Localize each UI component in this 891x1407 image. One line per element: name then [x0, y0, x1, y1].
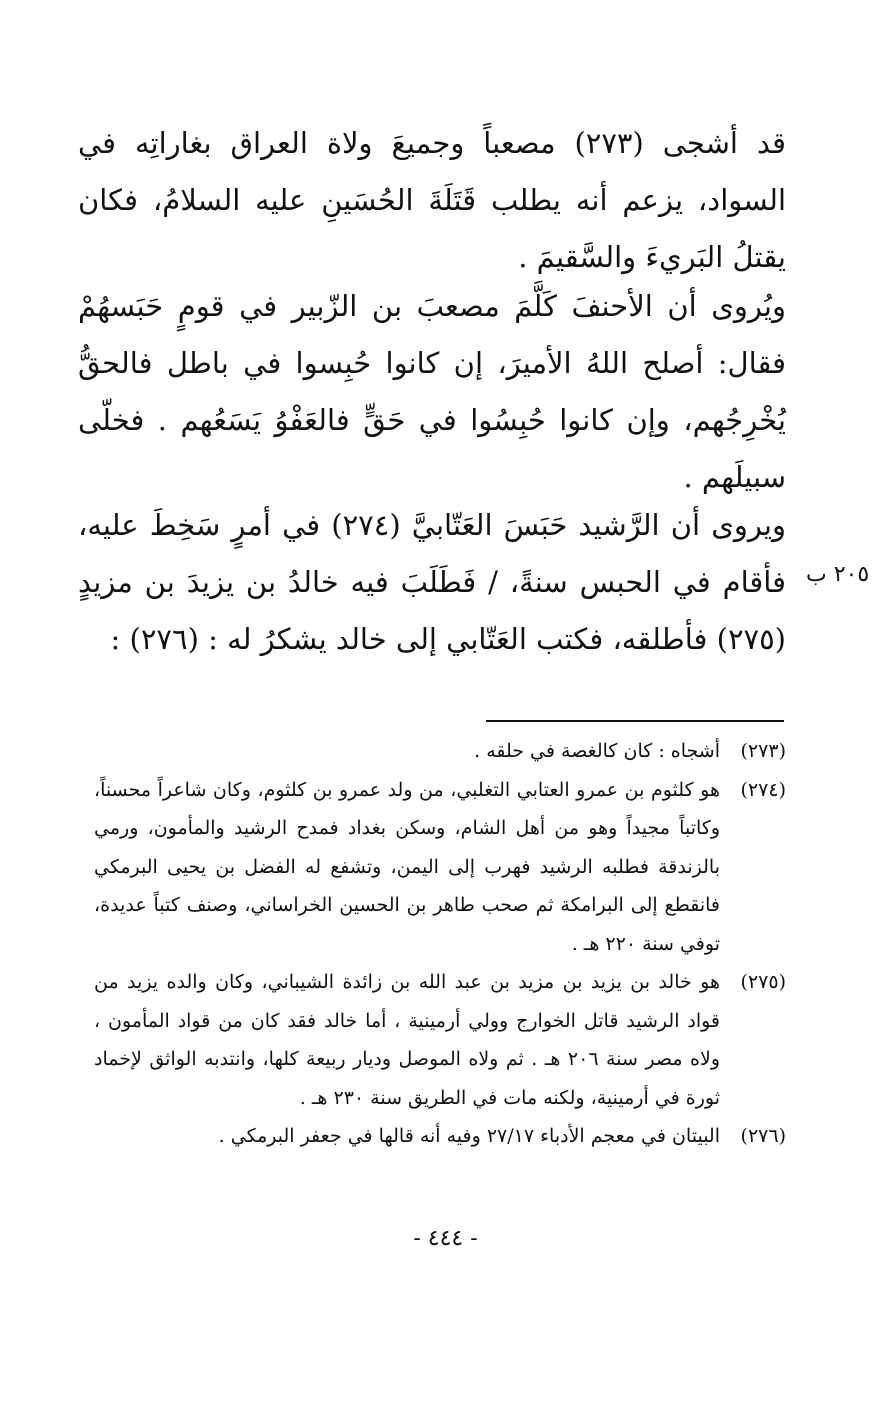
paragraph-3: ويروى أن الرَّشيد حَبَسَ العَتّابيَّ (٢٧٤) في أمرٍ سَخِطَ عليه، فأقام في الحبس سنةً، / فَطَلَبَ فيه خالدُ بن يزيدَ بن مزيدٍ (٢٧٥) فأطلقه، فكتب العَتّابي إلى خالد يشكرُ له : (٢٧٦) : [78, 508, 787, 656]
footnote-number: (٢٧٣) [740, 740, 786, 762]
footnote-text: هو خالد بن يزيد بن مزيد بن عبد الله بن زائدة الشيباني، وكان والده يزيد من قواد الرشيد قاتل الخوارج وولي أرمينية ، أما خالد فقد كان من قواد المأمون ، ولاه مصر سنة ٢٠٦ هـ . ثم ولاه الموصل وديار ربيعة كلها، وانتدبه الواثق لإخماد ثورة في أرمينية، ولكنه مات في الطريق سنة ٢٣٠ هـ . [94, 971, 720, 1109]
footnote-number: (٢٧٦) [740, 1125, 786, 1147]
footnote-number: (٢٧٤) [740, 778, 786, 801]
page-number: - ٤٤٤ - [413, 1226, 478, 1251]
paragraph-2: ويُروى أن الأحنفَ كَلَّمَ مصعبَ بن الزّبير في قومٍ حَبَسهُمْ فقال: أصلح اللهُ الأميرَ، إن كانوا حُبِسوا في باطل فالحقُّ يُخْرِجُهم، وإن كانوا حُبِسُوا في حَقٍّ فالعَفْوُ يَسَعُهم . فخلّى سبيلَهم . [78, 289, 786, 494]
footnote-separator [486, 720, 784, 722]
footnote-text: البيتان في معجم الأدباء ٢٧/١٧ وفيه أنه قالها في جعفر البرمكي . [218, 1125, 720, 1147]
manuscript-folio-note: ٢٠٥ ب [806, 562, 870, 587]
footnote-number: (٢٧٥) [740, 971, 786, 993]
footnote-273 [94, 732, 786, 771]
footnote-text: هو كلثوم بن عمرو العتابي التغلبي، من ولد عمرو بن كلثوم، وكان شاعراً محسناً، وكاتباً مجيداً وهو من أهل الشام، وسكن بغداد فمدح الرشيد والمأمون، ورمي بالزندقة فطلبه الرشيد فهرب إلى اليمن، وتشفع له الفضل بن يحيى البرمكي فانقطع إلى البرامكة ثم صحب طاهر بن الحسين الخراساني، وصنف كتباً عديدة، توفي سنة ٢٢٠ هـ . [94, 778, 720, 955]
footnote-275 [94, 963, 786, 1117]
footnote-276 [94, 1117, 786, 1156]
footnote-text: أشجاه : كان كالغصة في حلقه . [474, 740, 720, 762]
footnote-274 [94, 771, 786, 964]
footnotes [94, 732, 786, 1156]
paragraph-1: قد أشجى (٢٧٣) مصعباً وجميعَ ولاة العراق بغاراتِه في السواد، يزعم أنه يطلب قَتَلَةَ الحُسَينِ عليه السلامُ، فكان يقتلُ البَريءَ والسَّقيمَ . [78, 126, 786, 274]
